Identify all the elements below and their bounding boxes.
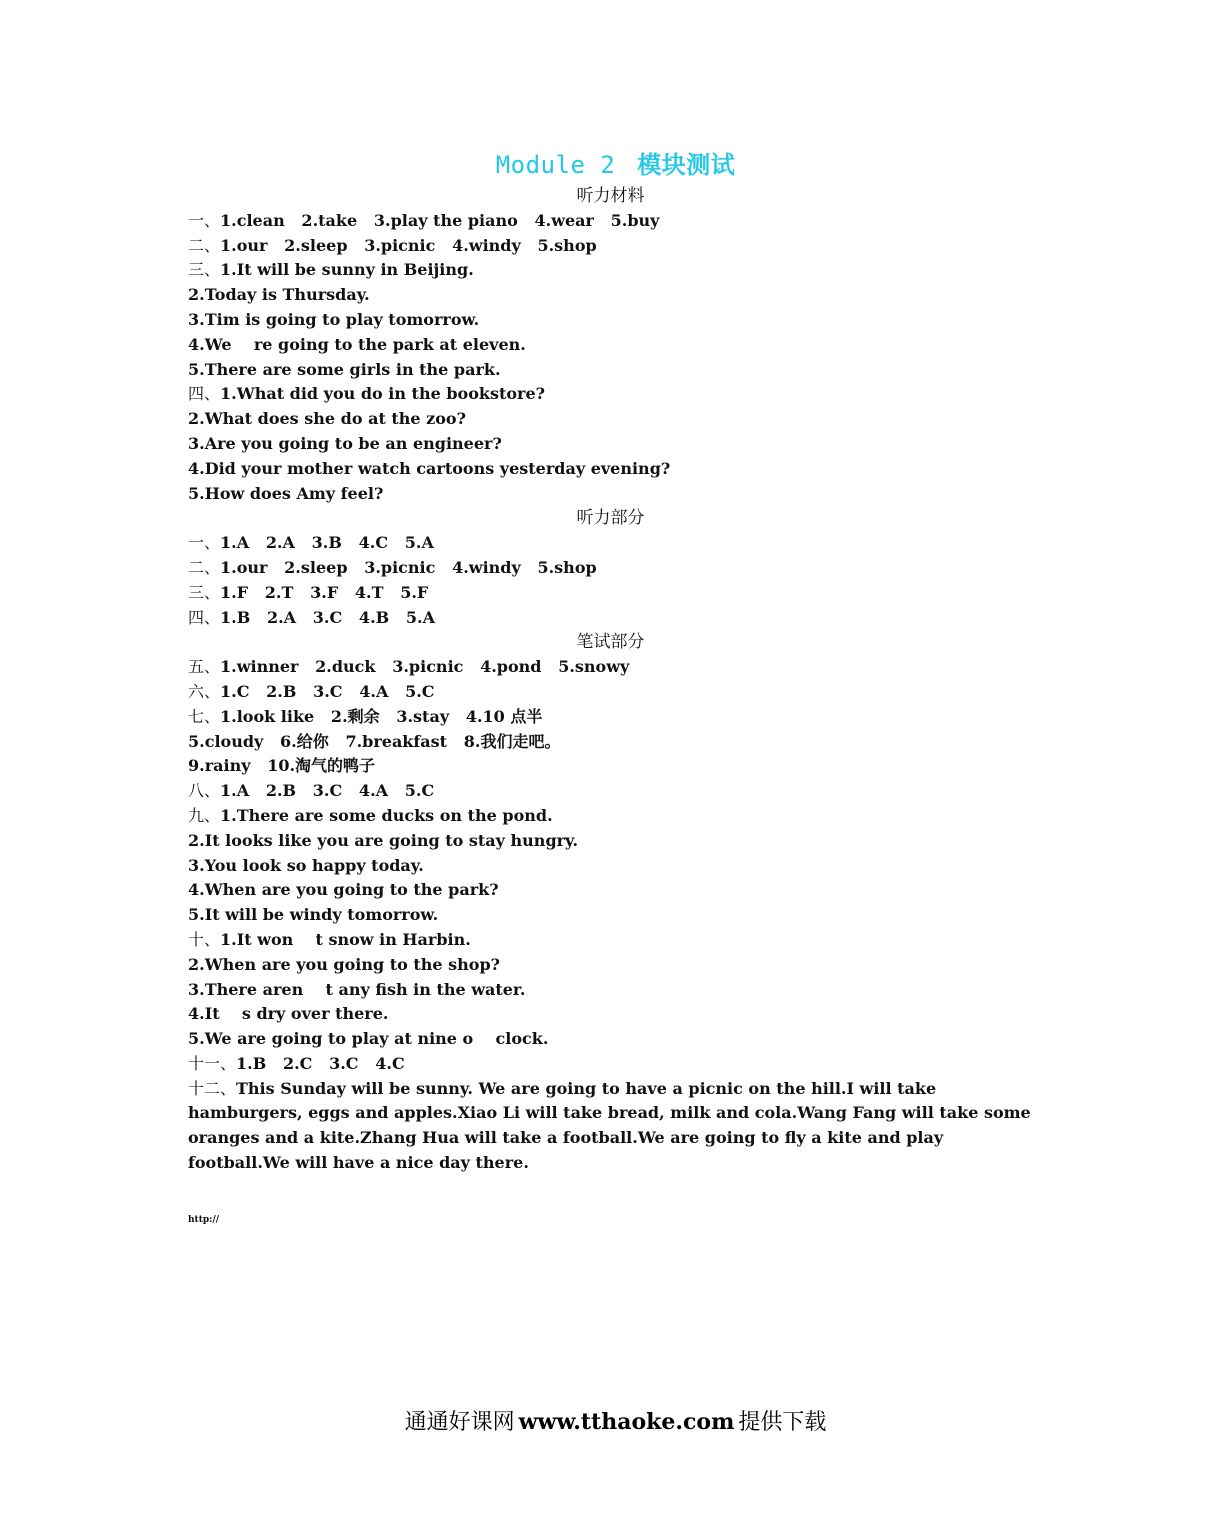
answer-line: 十一、1.B 2.C 3.C 4.C xyxy=(188,1053,405,1073)
footer-site-url[interactable]: www.tthaoke.com xyxy=(518,1409,735,1435)
composition-paragraph: 十二、This Sunday will be sunny. We are going to have a picnic on the hill.I will take hamburgers, eggs and apples.Xiao Li will take bread, milk and cola.Wang Fang will take some oranges and a kite.Zhang Hua will take a football.We are going to fly a kite and play football.We will have a nice day there. xyxy=(188,1078,1031,1173)
answer-line: 5.It will be windy tomorrow. xyxy=(188,905,439,925)
answer-line: 九、1.There are some ducks on the pond. xyxy=(188,805,553,825)
section-heading-written-part: 笔试部分 xyxy=(576,632,645,653)
answer-line: 四、1.B 2.A 3.C 4.B 5.A xyxy=(188,607,435,627)
answer-line: 4.Did your mother watch cartoons yesterday evening? xyxy=(188,458,671,478)
module-label: Module 2 xyxy=(495,151,616,179)
answer-line: 一、1.clean 2.take 3.play the piano 4.wear 5.buy xyxy=(188,210,660,230)
answer-line: 5.There are some girls in the park. xyxy=(188,359,501,379)
answer-line: 4.When are you going to the park? xyxy=(188,880,499,900)
answer-line: 4.It s dry over there. xyxy=(188,1004,389,1024)
answer-line: 三、1.It will be sunny in Beijing. xyxy=(188,260,474,280)
answer-line: 四、1.What did you do in the bookstore? xyxy=(188,384,545,404)
answer-line: 八、1.A 2.B 3.C 4.A 5.C xyxy=(188,781,435,801)
answer-line: 3.There aren t any fish in the water. xyxy=(188,979,526,999)
footer-download-text: 提供下载 xyxy=(738,1410,827,1435)
answer-line: 一、1.A 2.A 3.B 4.C 5.A xyxy=(188,533,434,553)
page-title xyxy=(0,150,1231,180)
answer-line: 三、1.F 2.T 3.F 4.T 5.F xyxy=(188,582,429,602)
url-text: http:// xyxy=(188,1215,220,1225)
footer-watermark xyxy=(0,1406,1231,1439)
answer-line: 2.What does she do at the zoo? xyxy=(188,409,466,429)
answer-line: 9.rainy 10.淘气的鸭子 xyxy=(188,756,376,776)
section-heading-listening-part: 听力部分 xyxy=(576,508,645,529)
answer-line: 2.When are you going to the shop? xyxy=(188,954,501,974)
answer-line: 3.You look so happy today. xyxy=(188,855,424,875)
module-test-label: 模块测试 xyxy=(637,151,736,179)
answer-line: 二、1.our 2.sleep 3.picnic 4.windy 5.shop xyxy=(188,557,597,577)
answer-line: 2.It looks like you are going to stay hungry. xyxy=(188,830,579,850)
answer-line: 二、1.our 2.sleep 3.picnic 4.windy 5.shop xyxy=(188,235,597,255)
answer-line: 5.cloudy 6.给你 7.breakfast 8.我们走吧。 xyxy=(188,731,561,751)
footer-site-name: 通通好课网 xyxy=(404,1410,515,1435)
answer-line: 5.We are going to play at nine o clock. xyxy=(188,1029,549,1049)
section-heading-listening-material: 听力材料 xyxy=(576,186,645,206)
answer-line: 4.We re going to the park at eleven. xyxy=(188,334,526,354)
answer-line: 五、1.winner 2.duck 3.picnic 4.pond 5.snowy xyxy=(188,657,630,677)
answer-line: 3.Tim is going to play tomorrow. xyxy=(188,309,480,329)
answer-line: 七、1.look like 2.剩余 3.stay 4.10 点半 xyxy=(188,706,543,726)
answer-key xyxy=(188,184,1033,1176)
answer-line: 2.Today is Thursday. xyxy=(188,285,370,305)
answer-line: 5.How does Amy feel? xyxy=(188,483,384,503)
answer-line: 3.Are you going to be an engineer? xyxy=(188,433,502,453)
answer-line: 六、1.C 2.B 3.C 4.A 5.C xyxy=(188,681,435,701)
answer-line: 十、1.It won t snow in Harbin. xyxy=(188,929,471,949)
